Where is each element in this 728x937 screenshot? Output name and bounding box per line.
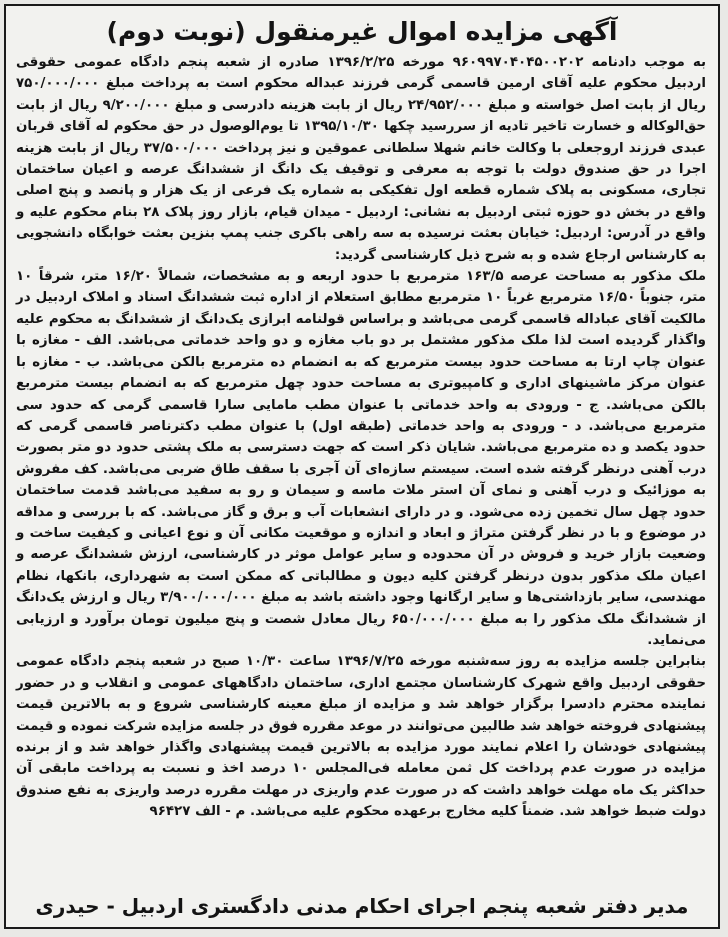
- notice-body: [6, 52, 718, 823]
- paragraph-judgment: به موجب دادنامه ۹۶۰۹۹۷۰۴۰۴۵۰۰۲۰۲ مورخه ۱۳۹۶/۲/۲۵ صادره از شعبه پنجم دادگاه عمومی حقوقی اردبیل محکوم علیه آقای ارمین قاسمی گرمی فرزند عبداله محکوم است به پرداخت مبلغ ۷۵۰/۰۰۰/۰۰۰ ریال از بابت اصل خواسته و مبلغ ۲۴/۹۵۲/۰۰۰ ریال از بابت هزینه دادرسی و مبلغ ۹/۲۰۰/۰۰۰ ریال از بابت حق‌الوکاله و خسارت تاخیر تادیه از سررسید چکها ۱۳۹۵/۱۰/۳۰ تا یوم‌الوصول در حق محکوم له آقای قربان عبدی فرزند اروجعلی با وکالت خانم شهلا سلطانی عموقین و نیز پرداخت ۳۷/۵۰۰/۰۰۰ ریال از بابت هزینه اجرا در حق صندوق دولت با توجه به معرفی و توقیف یک دانگ از ششدانگ عرصه و اعیان ساختمان تجاری، مسکونی به پلاک شماره قطعه اول تفکیکی به شماره یک فرعی از یک هزار و پانصد و پنج اصلی واقع در بخش دو حوزه ثبتی اردبیل به نشانی: اردبیل - میدان قیام، بازار روز پلاک ۲۸ بنام محکوم علیه و واقع در آدرس: اردبیل: خیابان بعثت نرسیده به سه راهی باکری جنب پمپ بنزین بعثت خوابگاه دانشجویی به کارشناس ارجاع شده و به شرح ذیل کارشناسی گردید:: [16, 55, 707, 263]
- notice-signature: مدیر دفتر شعبه پنجم اجرای احکام مدنی دادگستری اردبیل - حیدری: [35, 894, 689, 918]
- notice-title: آگهی مزایده اموال غیرمنقول (نوبت دوم): [106, 17, 618, 46]
- paragraph-property-description: ملک مذکور به مساحت عرصه ۱۶۳/۵ مترمربع با حدود اربعه و به مشخصات، شمالاً ۱۶/۲۰ متر، شرقاً ۱۰ متر، جنوباً ۱۶/۵۰ مترمربع غرباً ۱۰ مترمربع مطابق استعلام از اداره ثبت ششدانگ اسناد و املاک اردبیل در مالکیت آقای عباداله قاسمی گرمی می‌باشد و براساس قولنامه ابرازی یک‌دانگ از ششدانگ به محکوم علیه واگذار گردیده است لذا ملک مذکور مشتمل بر دو باب مغازه و دو واحد خدماتی می‌باشد. الف - مغازه با عنوان چاپ ارتا به مساحت حدود بیست مترمربع که به انضمام ده مترمربع بالکن می‌باشد. ب - مغازه با عنوان مرکز ماشینهای اداری و کامپیوتری به مساحت حدود چهل مترمربع که به انضمام بیست مترمربع بالکن می‌باشد. ج - ورودی به واحد خدماتی با عنوان مطب مامایی سارا قاسمی گرمی که حدود سی مترمربع می‌باشد. د - ورودی به واحد خدماتی (طبقه اول) با عنوان مطب دکترناصر قاسمی گرمی که حدود یکصد و ده مترمربع می‌باشد. شایان ذکر است که جهت دسترسی به ملک پشتی حدود دو متر بصورت درب آهنی درنظر گرفته شده است. سیستم سازه‌ای آن آجری با سقف طاق ضربی می‌باشد. کف مفروش به موزائیک و درب آهنی و نمای آن استر ملات ماسه و سیمان و رو به سفید می‌باشد قدمت ساختمان حدود چهل سال تخمین زده می‌شود. و در دارای انشعابات آب و برق و گاز می‌باشد. که با بررسی و مداقه در موضوع و با در نظر گرفتن متراژ و ابعاد و اندازه و موقعیت مکانی آن و نوع اعیانی و کیفیت ساخت و وضعیت بازار خرید و فروش در آن محدوده و سایر عوامل موثر در کارشناسی، ارزش ششدانگ عرصه و اعیان ملک مذکور بدون درنظر گرفتن کلیه دیون و مطالباتی که ممکن است به شهرداری، بانکها، نظام مهندسی، سایر بازداشتی‌ها و سایر ارگانها وجود داشته باشد به مبلغ ۳/۹۰۰/۰۰۰/۰۰۰ ریال و ارزش یک‌دانگ از ششدانگ ملک مذکور را به مبلغ ۶۵۰/۰۰۰/۰۰۰ ریال معادل شصت و پنج میلیون تومان برآورد و ارزیابی می‌نماید.: [16, 269, 707, 648]
- paragraph-auction-session: بنابراین جلسه مزایده به روز سه‌شنبه مورخه ۱۳۹۶/۷/۲۵ ساعت ۱۰/۳۰ صبح در شعبه پنجم دادگاه عمومی حقوقی اردبیل واقع شهرک کارشناسان مجتمع اداری، ساختمان دادگاههای عمومی و انقلاب و در حضور نماینده محترم دادسرا برگزار خواهد شد و مزایده از مبلغ معینه کارشناسی شروع و به بالاترین قیمت پیشنهادی فروخته خواهد شد طالبین می‌توانند در موعد مقرره فوق در جلسه مزایده شرکت نموده و قیمت پیشنهادی خودشان را اعلام نمایند مورد مزایده به بالاترین قیمت پیشنهادی واگذار خواهد شد و از برنده مزایده در صورت عدم پرداخت کل ثمن معامله فی‌المجلس ۱۰ درصد اخذ و نسبت به پرداخت مابقی آن حداکثر یک ماه مهلت خواهد داشت که در صورت عدم واریزی در مهلت مقرره درصد واریزی به نفع صندوق دولت ضبط خواهد شد. ضمناً کلیه مخارج برعهده محکوم علیه می‌باشد. م - الف ۹۶۴۲۷: [16, 654, 706, 820]
- auction-notice: [4, 4, 720, 929]
